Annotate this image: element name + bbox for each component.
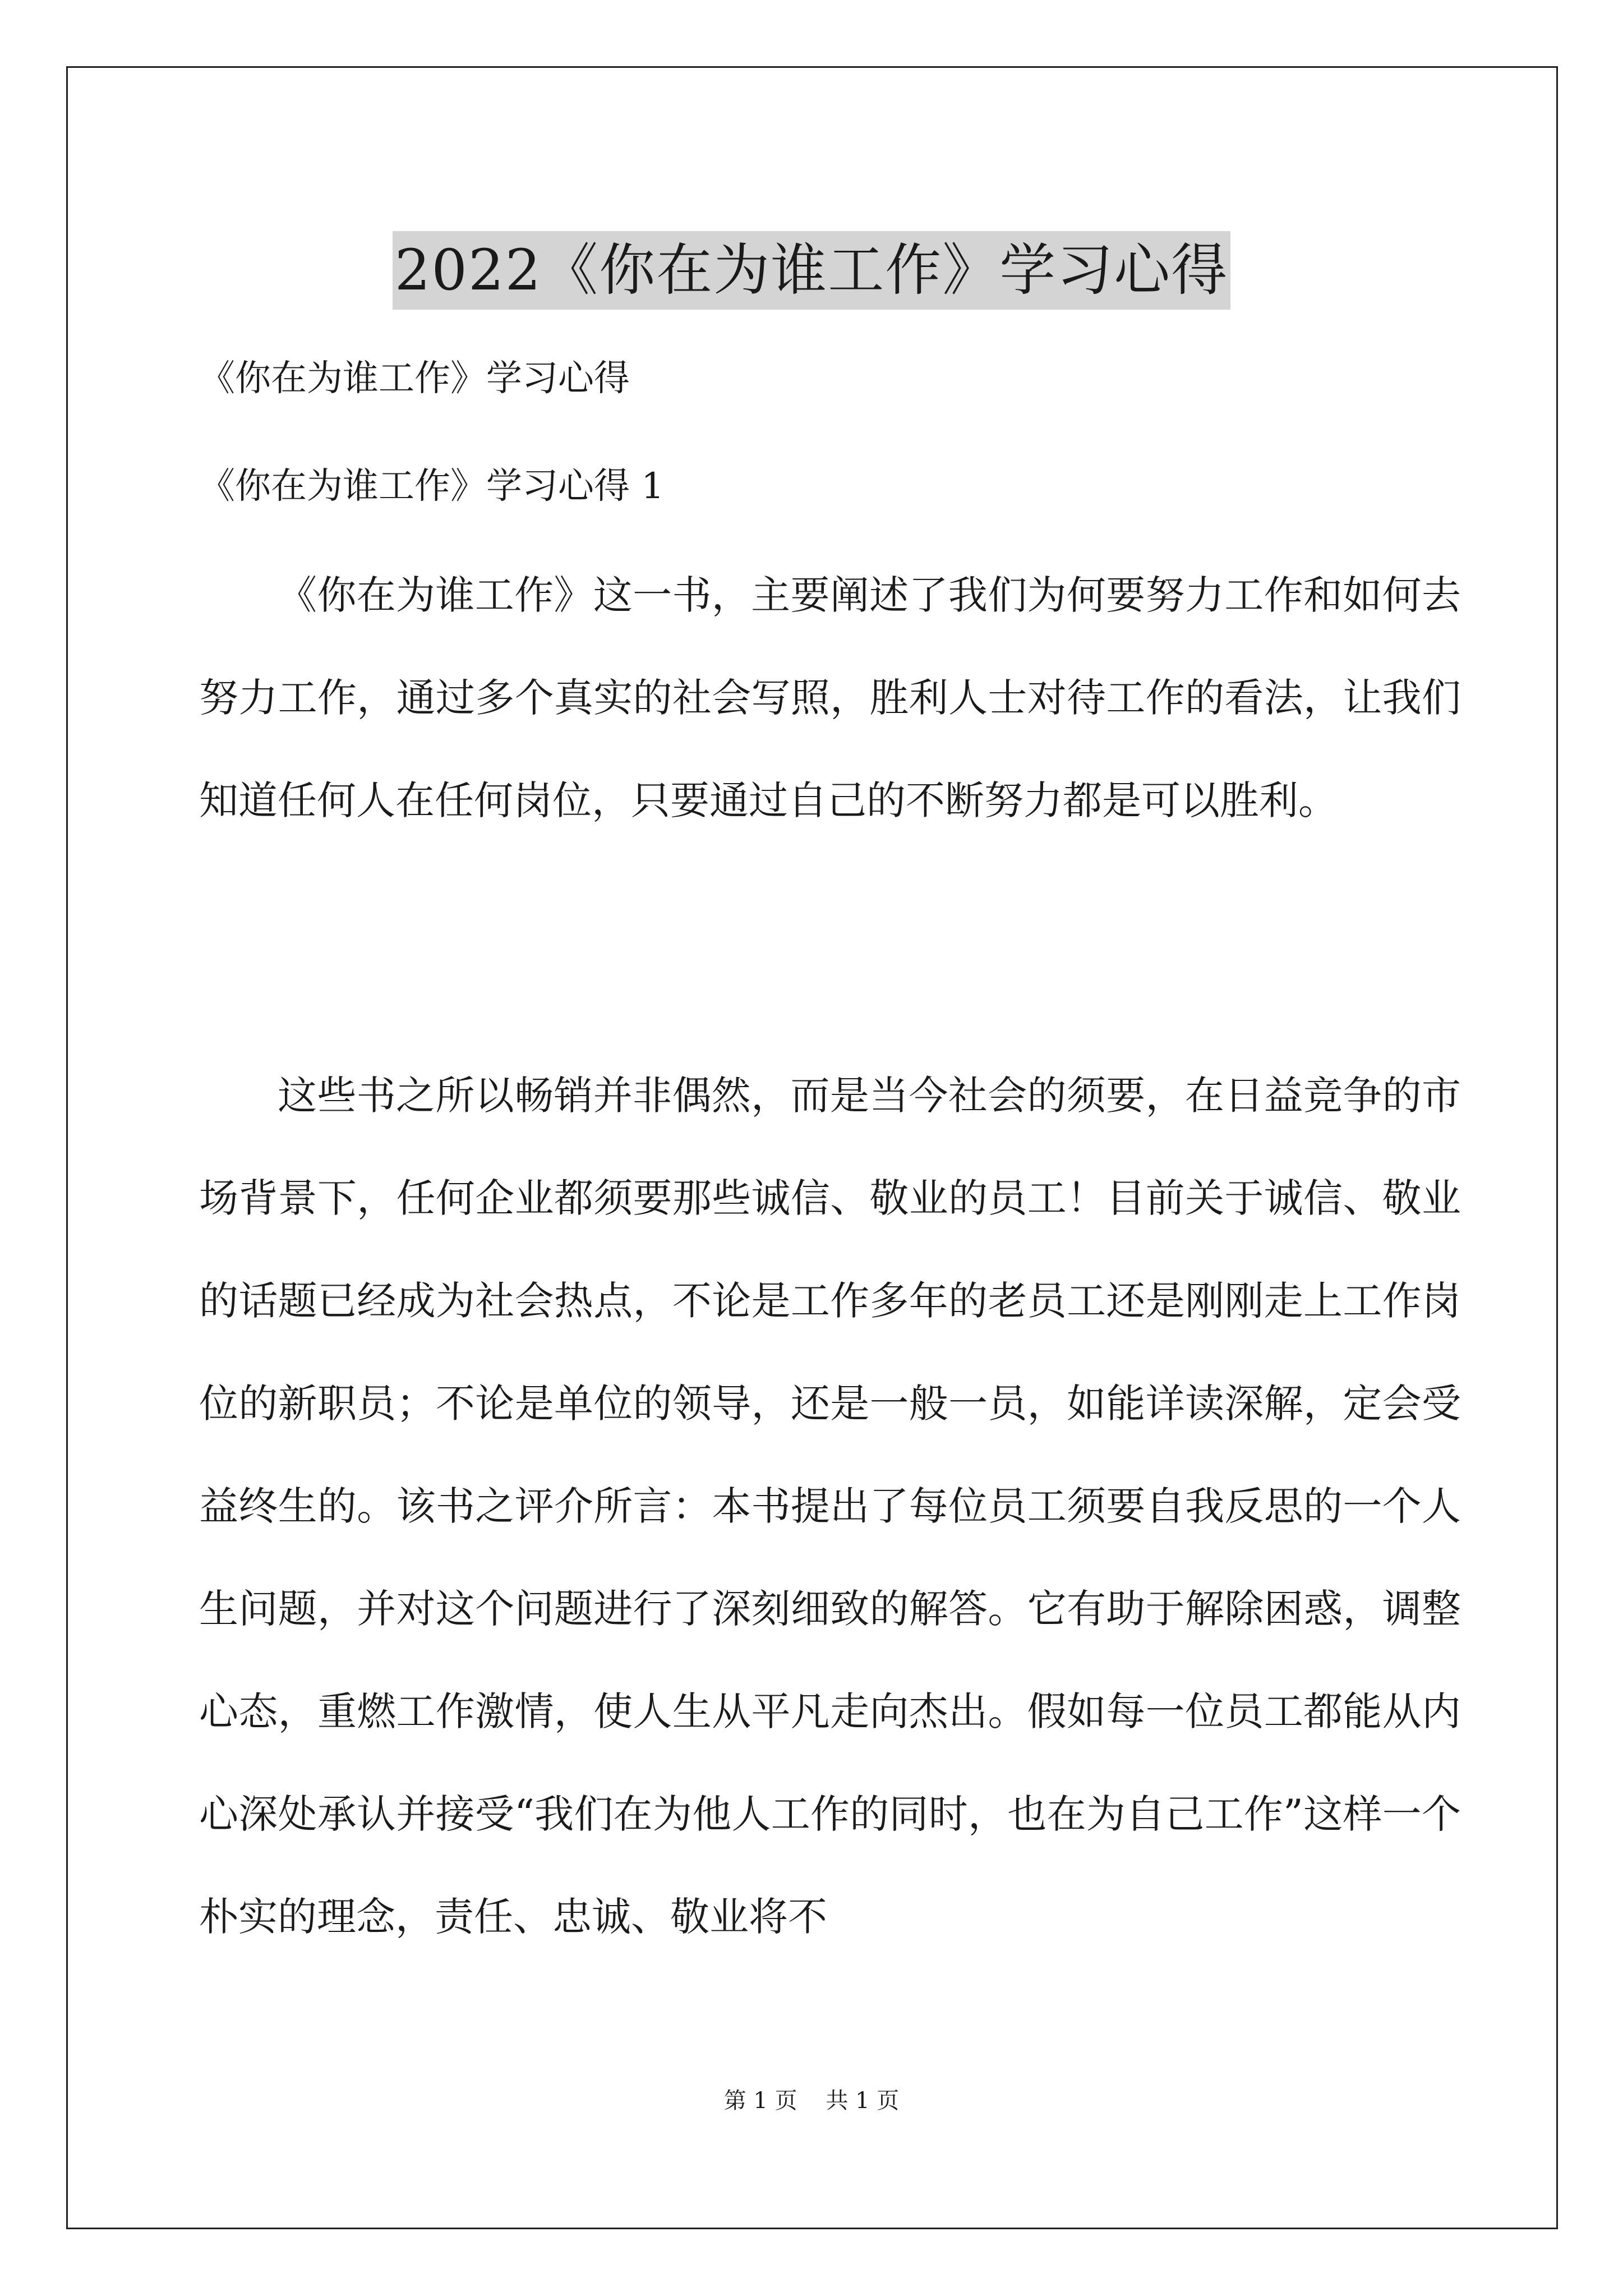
document-title: 2022《你在为谁工作》学习心得	[393, 231, 1231, 310]
paragraph-1: 《你在为谁工作》这一书，主要阐述了我们为何要努力工作和如何去努力工作，通过多个真实的社会写照，胜利人士对待工作的看法，让我们知道任何人在任何岗位，只要通过自己的不断努力都是可以胜利。	[199, 572, 1461, 823]
page-footer: 第 1 页 共 1 页	[723, 2088, 900, 2114]
subheading-2: 《你在为谁工作》学习心得 1	[199, 466, 665, 507]
subheading-1: 《你在为谁工作》学习心得	[199, 358, 630, 399]
title-container	[0, 194, 1623, 347]
paragraph-2: 这些书之所以畅销并非偶然，而是当今社会的须要，在日益竞争的市场背景下，任何企业都须要那些诚信、敬业的员工！目前关于诚信、敬业的话题已经成为社会热点，不论是工作多年的老员工还是刚刚走上工作岗位的新职员；不论是单位的领导，还是一般一员，如能详读深解，定会受益终生的。该书之评介所言：本书提出了每位员工须要自我反思的一个人生问题，并对这个问题进行了深刻细致的解答。它有助于解除困惑，调整心态，重燃工作激情，使人生从平凡走向杰出。假如每一位员工都能从内心深处承认并接受“我们在为他人工作的同时，也在为自己工作”这样一个朴实的理念，责任、忠诚、敬业将不	[199, 1073, 1461, 1940]
